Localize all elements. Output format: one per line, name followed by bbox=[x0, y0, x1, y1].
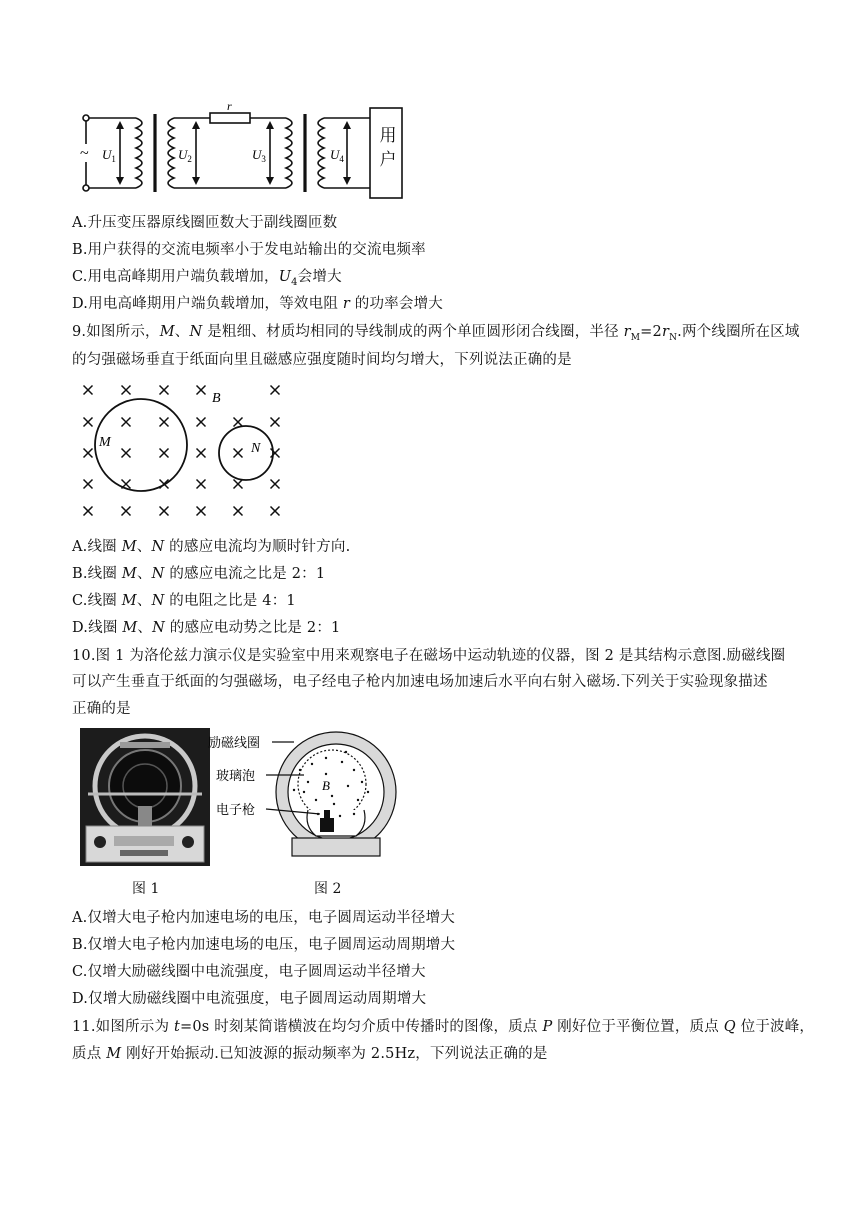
electron-dot bbox=[331, 795, 333, 797]
user-box-text: 用户 bbox=[379, 126, 397, 170]
electron-dot bbox=[367, 791, 369, 793]
q9-option-b: B.线圈 M、N 的感应电流之比是 2：1 bbox=[72, 566, 326, 582]
q8-option-a: A.升压变压器原线圈匝数大于副线圈匝数 bbox=[72, 215, 338, 231]
q11-stem-line1: 11.如图所示为 t=0s 时刻某简谐横波在均匀介质中传播时的图像，质点 P 刚好位于平衡位置，质点 Q 位于波峰， bbox=[72, 1019, 815, 1035]
figure-1-caption: 图 1 bbox=[132, 881, 160, 897]
electron-dot bbox=[307, 781, 309, 783]
electron-dot bbox=[325, 773, 327, 775]
bulb-label: 玻璃泡 bbox=[216, 768, 256, 783]
electron-dot bbox=[317, 813, 319, 815]
transformer-circuit-figure bbox=[74, 104, 410, 202]
field-b-label: B bbox=[322, 778, 330, 793]
q9-stem-line1: 9.如图所示，M、N 是粗细、材质均相同的导线制成的两个单匝圆形闭合线圈，半径 $r_M=2r_N$.两个线圈所在区域 bbox=[72, 324, 800, 343]
coil-m-label: M bbox=[99, 435, 111, 450]
lorentz-apparatus-photo bbox=[80, 728, 210, 866]
q8-option-c: C.用电高峰期用户端负载增加，$U_4$会增大 bbox=[72, 269, 342, 288]
q10-option-a: A.仅增大电子枪内加速电场的电压，电子圆周运动半径增大 bbox=[72, 910, 455, 926]
electron-dot bbox=[347, 785, 349, 787]
q8-option-b: B.用户获得的交流电频率小于发电站输出的交流电频率 bbox=[72, 242, 426, 258]
coil-label: 励磁线圈 bbox=[208, 735, 261, 750]
q10-stem-line1: 10.图 1 为洛伦兹力演示仪是实验室中用来观察电子在磁场中运动轨迹的仪器，图 2 是其结构示意图.励磁线圈 bbox=[72, 648, 786, 664]
ac-source-symbol: ~ bbox=[80, 145, 89, 162]
u2-label: $U_2$ bbox=[178, 147, 192, 164]
u3-label: $U_3$ bbox=[252, 147, 266, 164]
electron-dot bbox=[315, 799, 317, 801]
lorentz-structure-diagram bbox=[208, 730, 398, 862]
electron-dot bbox=[299, 769, 301, 771]
q9-option-d: D.线圈 M、N 的感应电动势之比是 2：1 bbox=[72, 620, 341, 636]
figure-2-caption: 图 2 bbox=[314, 881, 342, 897]
electron-dot bbox=[311, 763, 313, 765]
q11-stem-line2: 质点 M 刚好开始振动.已知波源的振动频率为 2.5Hz，下列说法正确的是 bbox=[72, 1046, 548, 1062]
q8-option-d: D.用电高峰期用户端负载增加，等效电阻 r 的功率会增大 bbox=[72, 296, 443, 312]
q10-option-c: C.仅增大励磁线圈中电流强度，电子圆周运动半径增大 bbox=[72, 964, 426, 980]
electron-dot bbox=[293, 789, 295, 791]
q9-option-a: A.线圈 M、N 的感应电流均为顺时针方向. bbox=[72, 539, 351, 555]
gun-label: 电子枪 bbox=[216, 802, 256, 817]
electron-dot bbox=[361, 781, 363, 783]
q10-stem-line2: 可以产生垂直于纸面的匀强磁场，电子经电子枪内加速电场加速后水平向右射入磁场.下列关于实验现象描述 bbox=[72, 674, 768, 690]
q9-stem-line2: 的匀强磁场垂直于纸面向里且磁感应强度随时间均匀增大，下列说法正确的是 bbox=[72, 352, 572, 368]
electron-dot bbox=[339, 815, 341, 817]
field-label-b: B bbox=[212, 391, 221, 406]
electron-dot bbox=[345, 751, 347, 753]
electron-dot bbox=[353, 769, 355, 771]
coil-n-label: N bbox=[251, 441, 261, 456]
coil-n bbox=[219, 426, 273, 480]
resistor-label: r bbox=[227, 104, 232, 113]
q9-option-c: C.线圈 M、N 的电阻之比是 4：1 bbox=[72, 593, 296, 609]
u4-label: $U_4$ bbox=[330, 147, 344, 164]
electron-dot bbox=[353, 813, 355, 815]
electron-dot bbox=[341, 761, 343, 763]
q10-option-d: D.仅增大励磁线圈中电流强度，电子圆周运动周期增大 bbox=[72, 991, 427, 1007]
u1-label: $U_1$ bbox=[102, 147, 116, 164]
electron-dot bbox=[303, 791, 305, 793]
electron-dot bbox=[325, 757, 327, 759]
electron-dot bbox=[333, 803, 335, 805]
q10-option-b: B.仅增大电子枪内加速电场的电压，电子圆周运动周期增大 bbox=[72, 937, 456, 953]
electron-dot bbox=[357, 799, 359, 801]
magnetic-field-coils-figure bbox=[78, 380, 288, 520]
q10-stem-line3: 正确的是 bbox=[72, 701, 131, 717]
